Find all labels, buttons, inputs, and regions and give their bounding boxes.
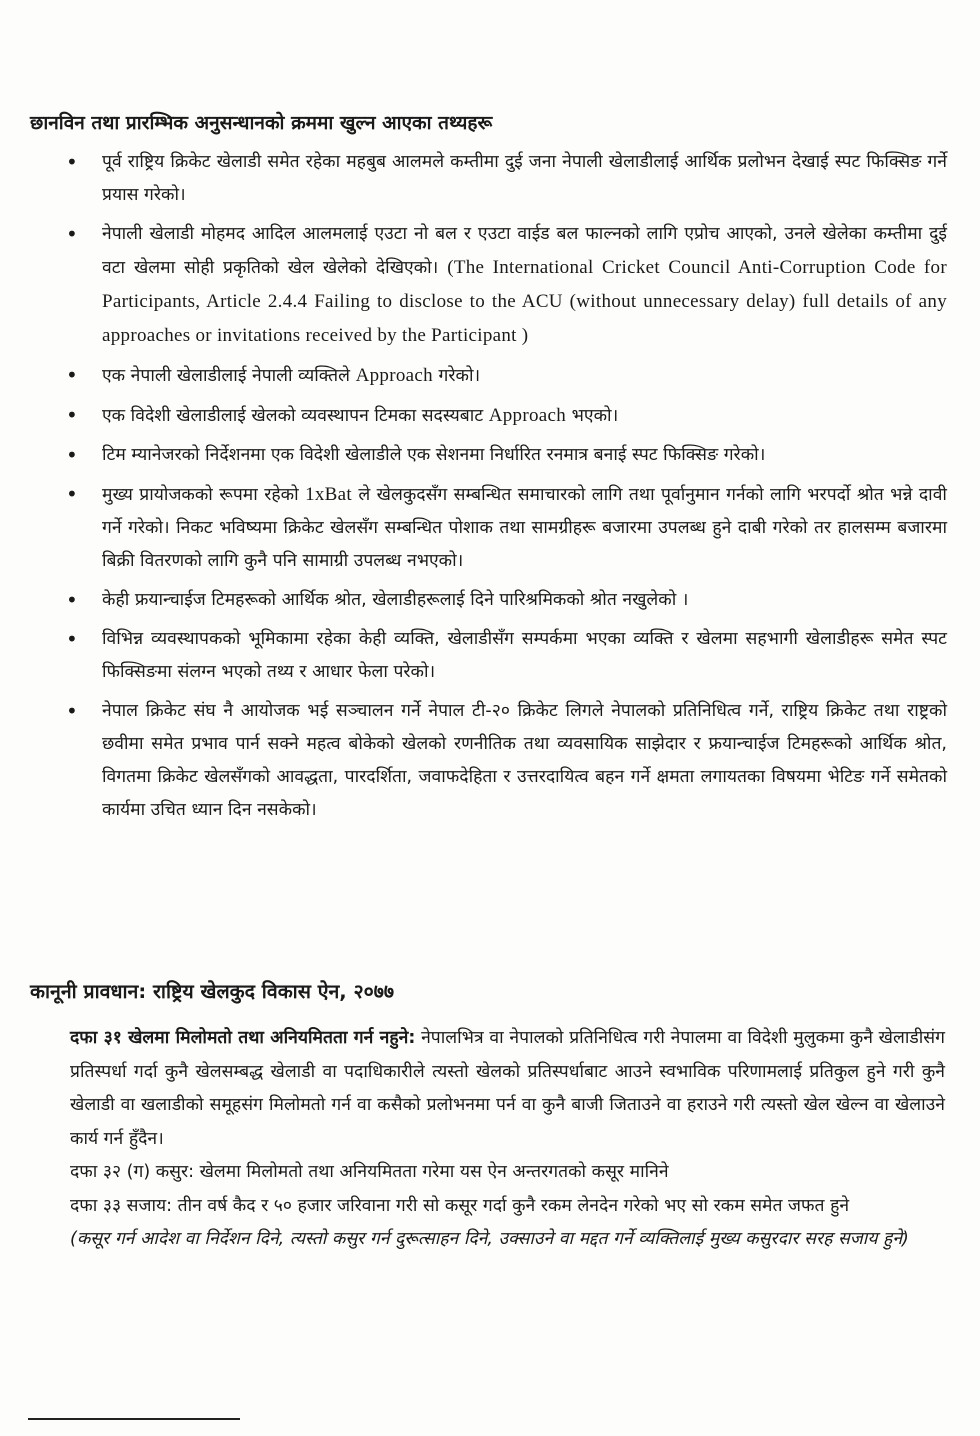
section-32: दफा ३२ (ग) कसुर: खेलमा मिलोमतो तथा अनियमितता गरेमा यस ऐन अन्तरगतको कसूर मानिने <box>70 1162 669 1182</box>
finding-item-8 <box>62 623 947 689</box>
section-31-title: दफा ३१ खेलमा मिलोमतो तथा अनियमितता गर्न नहुने: <box>70 1028 416 1048</box>
finding-text-rest: ले खेलकुदसँग सम्बन्धित समाचारको लागि तथा पूर्वानुमान गर्नको लागि भरपर्दो श्रोत भन्ने दावी गर्ने गरेको। निकट भविष्यमा क्रिकेट खेलसँग सम्बन्धित पोशाक तथा सामग्रीहरू बजारमा उपलब्ध हुने दाबी गरेको तर हालसम्म बजारमा बिक्री वितरणको लागि कुनै पनि सामाग्री उपलब्ध नभएको। <box>102 485 947 571</box>
bullet-icon: • <box>66 627 78 651</box>
finding-item-9 <box>62 695 947 827</box>
finding-item-3 <box>62 359 947 393</box>
finding-item-4 <box>62 399 947 433</box>
section-31-text: नेपालभित्र वा नेपालको प्रतिनिधित्व गरी नेपालमा वा विदेशी मुलुकमा कुनै खेलाडीसंग प्रतिस्पर्धा गर्दा कुनै खेलसम्बद्ध खेलाडी वा पदाधिकारीले त्यस्तो खेलको प्रतिस्पर्धाबाट आउने स्वभाविक परिणामलाई प्रतिकुल हुने गरी कुनै खेलाडी वा खलाडीको समूहसंग मिलोमतो गर्न वा कसैको प्रलोभनमा पर्न वा कुनै बाजी जिताउने वा हराउने गरी त्यस्तो खेल खेल्न वा खेलाउने कार्य गर्न हुँदैन। <box>70 1028 945 1149</box>
footnote-divider <box>28 1418 240 1420</box>
legal-provision-heading: कानूनी प्रावधान: राष्ट्रिय खेलकुद विकास ऐन, २०७७ <box>30 980 395 1003</box>
bullet-icon: • <box>66 588 78 612</box>
finding-text: विभिन्न व्यवस्थापकको भूमिकामा रहेका केही व्यक्ति, खेलाडीसँग सम्पर्कमा भएका व्यक्ति र खेलमा सहभागी खेलाडीहरू समेत स्पट फिक्सिङमा संलग्न भएको तथ्य र आधार फेला परेको। <box>102 629 947 682</box>
bullet-icon: • <box>66 150 78 174</box>
section-33: दफा ३३ सजाय: तीन वर्ष कैद र ५० हजार जरिवाना गरी सो कसूर गर्दा कुनै रकम लेनदेन गरेको भए सो रकम समेत जफत हुने <box>70 1195 850 1216</box>
bullet-icon: • <box>66 403 78 427</box>
bullet-icon: • <box>66 222 78 246</box>
finding-item-7 <box>62 584 947 617</box>
finding-text: केही फ्रयान्चाईज टिमहरूको आर्थिक श्रोत, खेलाडीहरूलाई दिने पारिश्रमिकको श्रोत नखुलेको । <box>102 590 689 610</box>
finding-text: नेपाल क्रिकेट संघ नै आयोजक भई सञ्चालन गर्ने नेपाल टी-२० क्रिकेट लिगले नेपालको प्रतिनिधित्व गर्ने, राष्ट्रिय क्रिकेट तथा राष्ट्रको छवीमा समेत प्रभाव पार्न सक्ने महत्व बोकेको खेलको रणनीतिक तथा व्यवसायिक साझेदार र फ्रयान्चाईज टिमहरूको आर्थिक श्रोत, विगतमा क्रिकेट खेलसँगको आवद्धता, पारदर्शिता, जवाफदेहिता र उत्तरदायित्व बहन गर्ने क्षमता लगायतका विषयमा भेटिङ गर्ने समेतको कार्यमा उचित ध्यान दिन नसकेको। <box>102 701 947 820</box>
finding-item-5 <box>62 439 947 472</box>
finding-item-6 <box>62 478 947 578</box>
findings-heading: छानविन तथा प्रारम्भिक अनुसन्धानको क्रममा खुल्न आएका तथ्यहरू <box>30 112 493 134</box>
approach-word: Approach <box>488 405 567 426</box>
finding-text: नेपाली खेलाडी मोहमद आदिल आलमलाई एउटा नो बल र एउटा वाईड बल फाल्नको लागि एप्रोच आएको, उनले खेलेका कम्तीमा दुई वटा खेलमा सोही प्रकृतिको खेल खेलेको देखिएको। <box>102 224 947 278</box>
approach-word: Approach <box>355 365 433 386</box>
sponsor-brand: 1xBat <box>305 484 352 505</box>
finding-text-end: गरेको। <box>438 366 481 386</box>
finding-item-1 <box>62 146 947 212</box>
bullet-icon: • <box>66 699 78 723</box>
finding-text: टिम म्यानेजरको निर्देशनमा एक विदेशी खेलाडीले एक सेशनमा निर्धारित रनमात्र बनाई स्पट फिक्सिङ गरेको। <box>102 445 766 465</box>
bullet-icon: • <box>66 363 78 387</box>
finding-text: मुख्य प्रायोजकको रूपमा रहेको <box>102 485 299 505</box>
finding-text: एक नेपाली खेलाडीलाई नेपाली व्यक्तिले <box>102 366 351 386</box>
icc-code-citation: (The International Cricket Council Anti-Corruption Code for Participants, Article 2.4.4 Failing to disclose to the ACU (without unnecessary delay) full details of any approaches or invitations received by the Participant ) <box>102 257 947 346</box>
finding-text: एक विदेशी खेलाडीलाई खेलको व्यवस्थापन टिमका सदस्यबाट <box>102 406 484 426</box>
section-31 <box>70 1022 945 1156</box>
bullet-icon: • <box>66 443 78 467</box>
legal-provisions <box>70 1022 945 1257</box>
section-33-note: (कसूर गर्न आदेश वा निर्देशन दिने, त्यस्तो कसुर गर्न दुरूत्साहन दिने, उक्साउने वा मद्दत गर्ने व्यक्तिलाई मुख्य कसुरदार सरह सजाय हुने) <box>70 1229 909 1249</box>
findings-list <box>62 146 947 833</box>
finding-text: पूर्व राष्ट्रिय क्रिकेट खेलाडी समेत रहेका महबुब आलमले कम्तीमा दुई जना नेपाली खेलाडीलाई आर्थिक प्रलोभन देखाई स्पट फिक्सिङ गर्ने प्रयास गरेको। <box>102 152 947 205</box>
bullet-icon: • <box>66 482 78 506</box>
finding-text-end: भएको। <box>571 406 619 426</box>
finding-item-2 <box>62 218 947 353</box>
